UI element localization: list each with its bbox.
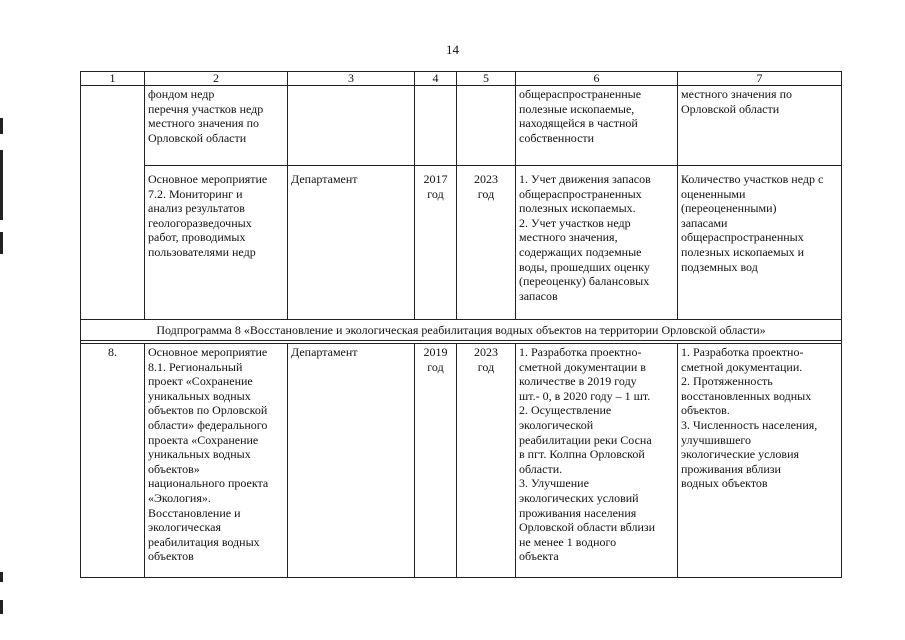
page-number: 14 bbox=[446, 42, 459, 57]
column-number: 3 bbox=[288, 72, 415, 86]
column-number: 5 bbox=[457, 72, 516, 86]
expected-results: 1. Учет движения запасов общераспространенных полезных ископаемых. 2. Учет участков недр местного значения, содержащих подземные воды, прошедших оценку (переоценку) балансовых запасов bbox=[516, 166, 678, 320]
scan-edge-mark bbox=[0, 232, 3, 254]
indicators: Количество участков недр с оцененными (переоцененными) запасами общераспространенных полезных ископаемых и подземных вод bbox=[678, 166, 842, 320]
executor: Департамент bbox=[288, 166, 415, 320]
table-cell: фондом недр перечня участков недр местного значения по Орловской области bbox=[145, 86, 288, 166]
end-year: 2023 год bbox=[457, 344, 516, 578]
start-year: 2017 год bbox=[415, 166, 457, 320]
executor: Департамент bbox=[288, 344, 415, 578]
activity-name: Основное мероприятие 7.2. Мониторинг и анализ результатов геологоразведочных работ, проводимых пользователями недр bbox=[145, 166, 288, 320]
table-cell bbox=[288, 86, 415, 166]
table-row bbox=[81, 166, 842, 320]
scan-edge-mark bbox=[0, 118, 3, 134]
table-cell bbox=[415, 86, 457, 166]
scan-edge-mark bbox=[0, 150, 3, 220]
activity-name: Основное мероприятие 8.1. Региональный проект «Сохранение уникальных водных объектов по Орловской области» федерального проекта «Сохранение уникальных водных объектов» национального проекта «Экология». Восстановление и экологическая реабилитация водных объектов bbox=[145, 344, 288, 578]
row-number: 8. bbox=[81, 344, 145, 578]
column-number: 1 bbox=[81, 72, 145, 86]
table-cell bbox=[81, 86, 145, 166]
table-cell: местного значения по Орловской области bbox=[678, 86, 842, 166]
column-number-row bbox=[81, 72, 842, 86]
column-number: 2 bbox=[145, 72, 288, 86]
indicators: 1. Разработка проектно- сметной документации. 2. Протяженность восстановленных водных объектов. 3. Численность населения, улучшившего экологические условия проживания вблизи водных объектов bbox=[678, 344, 842, 578]
column-number: 7 bbox=[678, 72, 842, 86]
start-year: 2019 год bbox=[415, 344, 457, 578]
column-number: 6 bbox=[516, 72, 678, 86]
activities-table bbox=[80, 71, 842, 578]
end-year: 2023 год bbox=[457, 166, 516, 320]
table-row bbox=[81, 344, 842, 578]
subprogram-row bbox=[81, 320, 842, 341]
scan-edge-mark bbox=[0, 572, 3, 582]
column-number: 4 bbox=[415, 72, 457, 86]
table-cell: общераспространенные полезные ископаемые, находящейся в частной собственности bbox=[516, 86, 678, 166]
table-cell bbox=[81, 166, 145, 320]
table-row bbox=[81, 86, 842, 166]
expected-results: 1. Разработка проектно- сметной документации в количестве в 2019 году шт.- 0, в 2020 году – 1 шт. 2. Осуществление экологической реабилитации реки Сосна в пгт. Колпна Орловской области. 3. Улучшение экологических условий проживания населения Орловской области вблизи не менее 1 водного объекта bbox=[516, 344, 678, 578]
subprogram-title: Подпрограмма 8 «Восстановление и экологическая реабилитация водных объектов на территории Орловской области» bbox=[81, 320, 842, 341]
scan-edge-mark bbox=[0, 600, 3, 614]
table-cell bbox=[457, 86, 516, 166]
